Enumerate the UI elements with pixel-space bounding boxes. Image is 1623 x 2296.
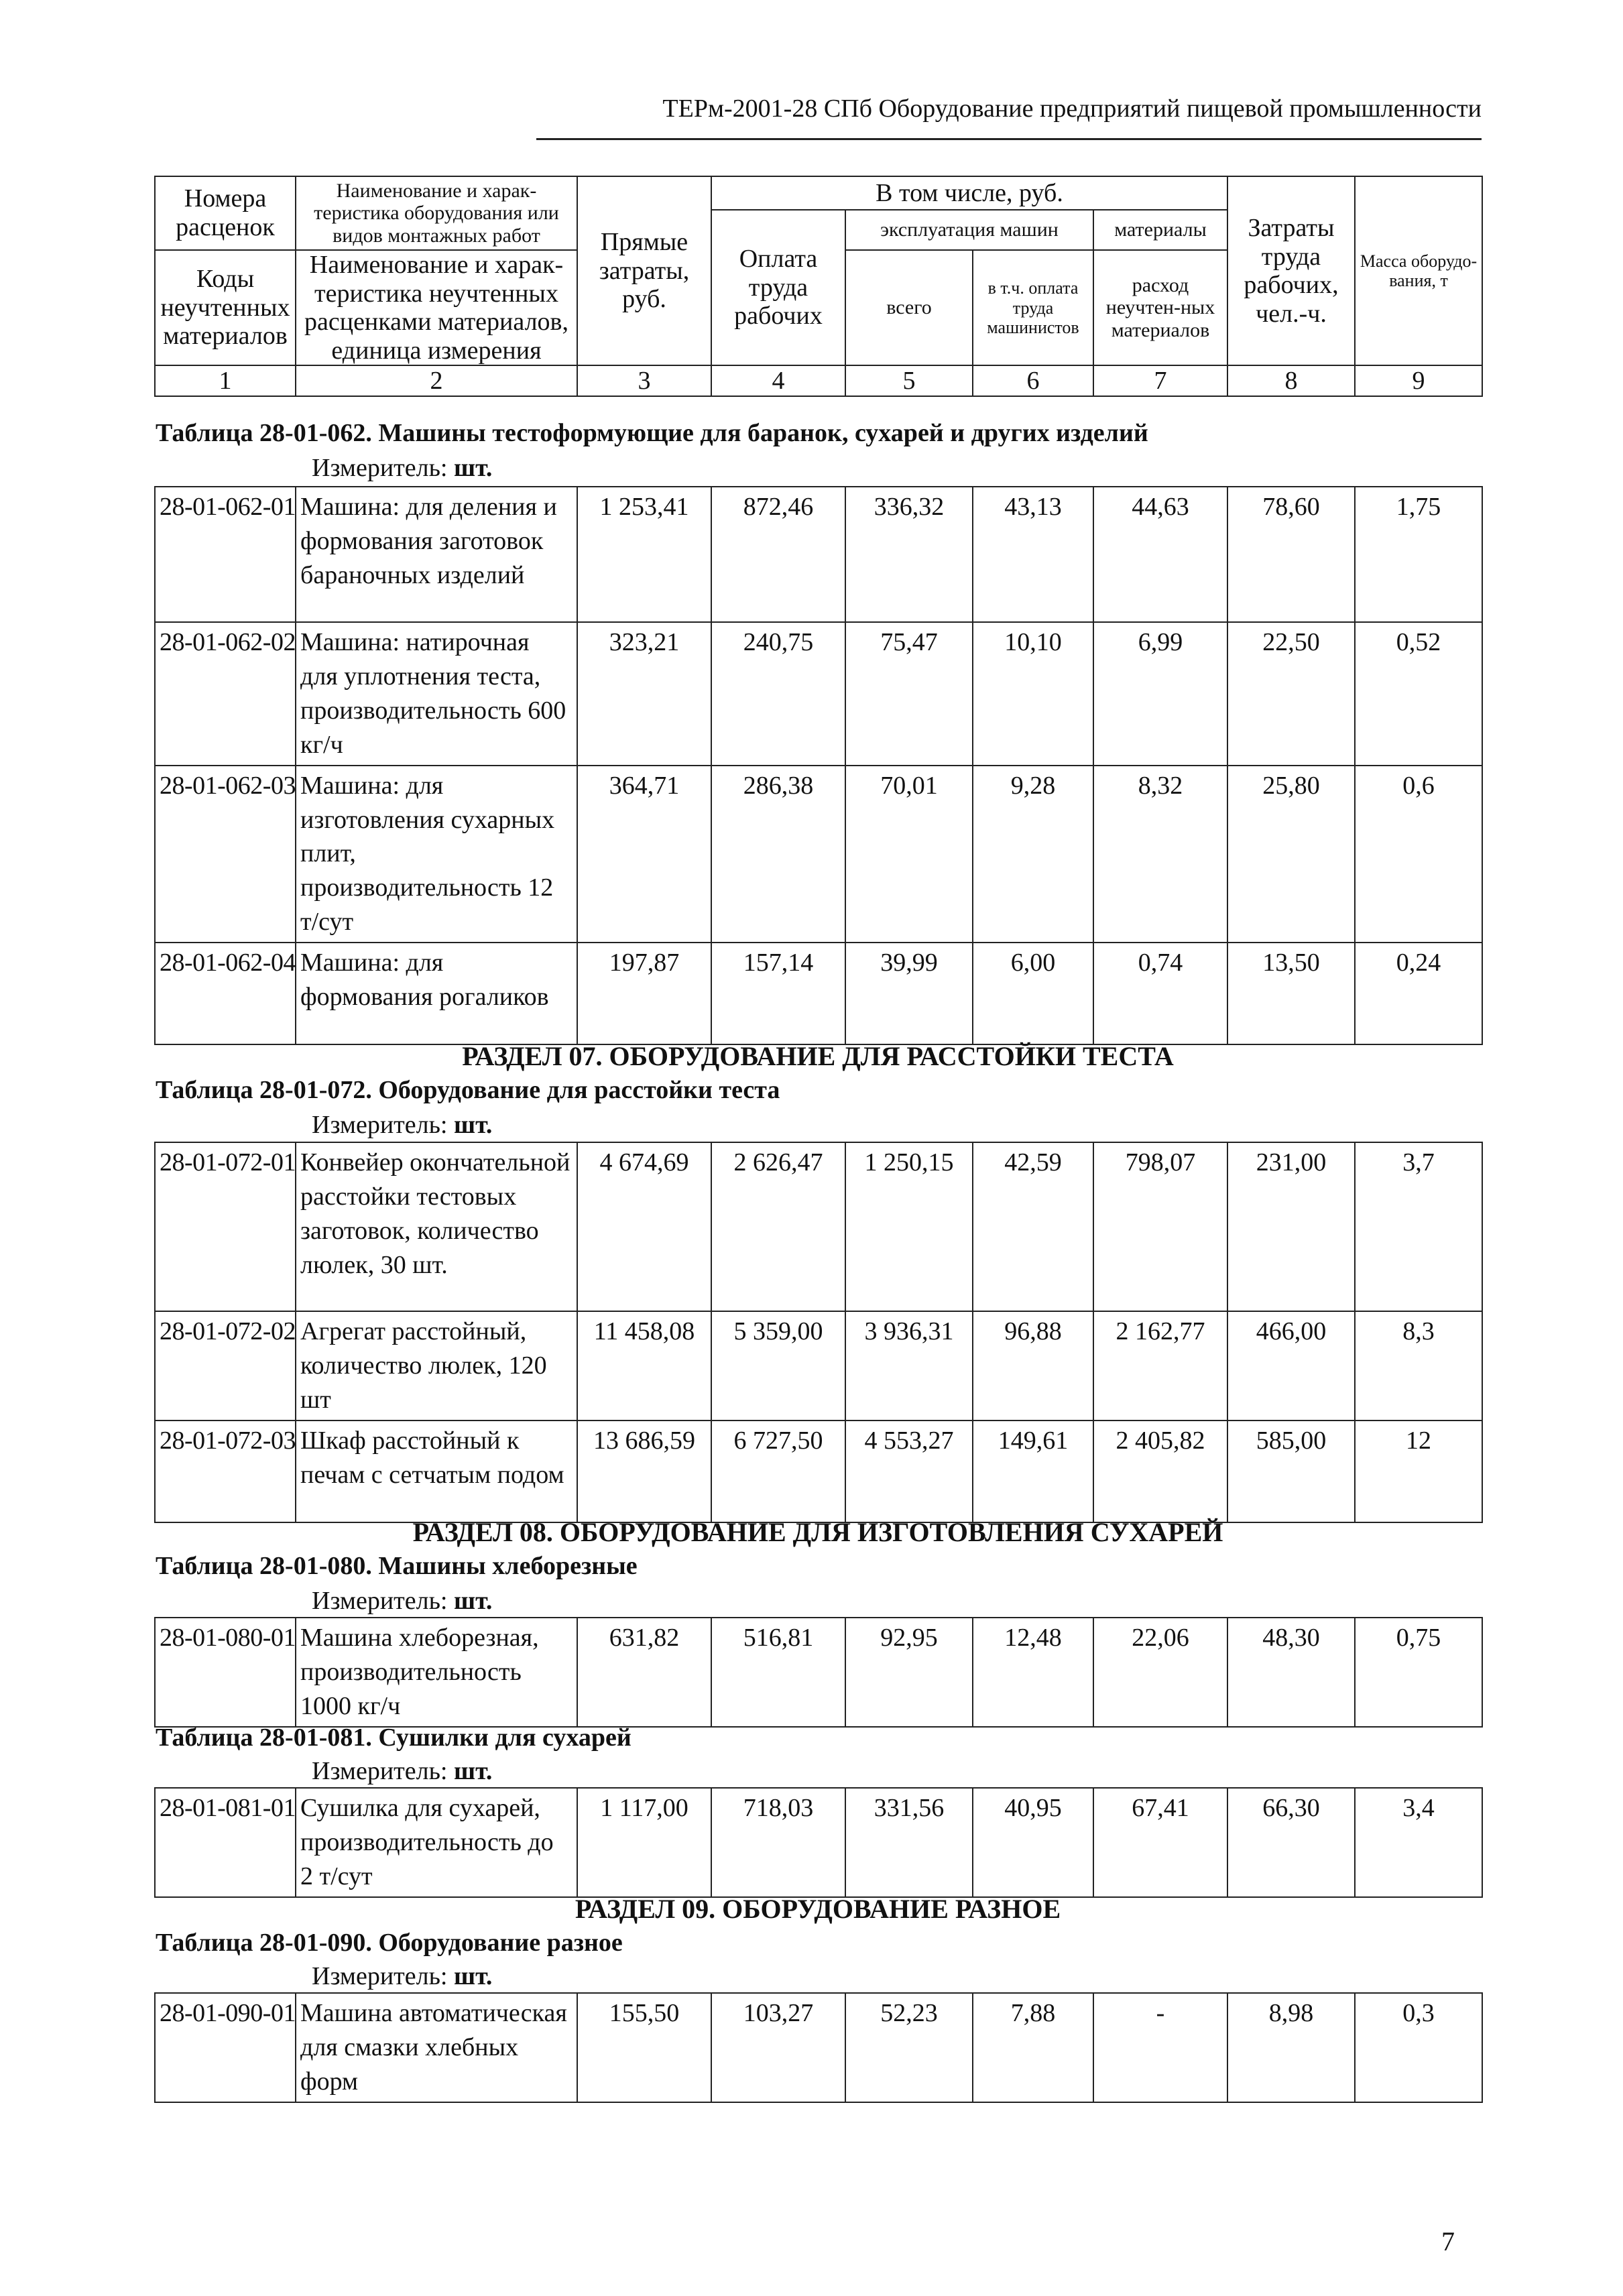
labor-pay: 872,46 bbox=[711, 487, 845, 622]
labor-pay: 103,27 bbox=[711, 1993, 845, 2102]
machine-total: 75,47 bbox=[845, 622, 973, 766]
column-number: 6 bbox=[973, 365, 1093, 396]
table-title: Таблица 28-01-080. Машины хлеборезные bbox=[156, 1552, 638, 1580]
table-row bbox=[155, 943, 1482, 1044]
labor-hours: 48,30 bbox=[1227, 1618, 1355, 1727]
rate-name: Машина: для деления и формования заготовок бараночных изделий bbox=[296, 487, 577, 622]
machine-total: 3 936,31 bbox=[845, 1311, 973, 1421]
unit-label-text: Измеритель: bbox=[312, 1962, 448, 1990]
table-row bbox=[155, 622, 1482, 766]
column-number: 1 bbox=[155, 365, 296, 396]
labor-hours: 585,00 bbox=[1227, 1421, 1355, 1522]
header-machine-total: всего bbox=[845, 250, 973, 365]
rate-code: 28-01-080-01 bbox=[155, 1618, 296, 1727]
column-number-row bbox=[155, 365, 1482, 396]
unit-label-text: Измеритель: bbox=[312, 1587, 448, 1615]
rate-code: 28-01-062-04 bbox=[155, 943, 296, 1044]
labor-hours: 78,60 bbox=[1227, 487, 1355, 622]
direct-costs: 11 458,08 bbox=[577, 1311, 711, 1421]
header-unaccounted-names: Наименование и харак-теристика неучтенных расценками материалов, единица измерения bbox=[296, 250, 577, 365]
materials: 798,07 bbox=[1093, 1142, 1227, 1311]
unit-label bbox=[312, 1756, 492, 1786]
labor-pay: 157,14 bbox=[711, 943, 845, 1044]
labor-pay: 240,75 bbox=[711, 622, 845, 766]
header-direct-costs: Прямые затраты, руб. bbox=[577, 176, 711, 365]
direct-costs: 197,87 bbox=[577, 943, 711, 1044]
column-number: 7 bbox=[1093, 365, 1227, 396]
materials: 6,99 bbox=[1093, 622, 1227, 766]
mass: 12 bbox=[1355, 1421, 1482, 1522]
operator-pay: 96,88 bbox=[973, 1311, 1093, 1421]
table-title: Таблица 28-01-072. Оборудование для расстойки теста bbox=[156, 1076, 780, 1104]
rate-name: Конвейер окончательной расстойки тестовых заготовок, количество люлек, 30 шт. bbox=[296, 1142, 577, 1311]
unit-label bbox=[312, 453, 492, 483]
unit-value: шт. bbox=[454, 1757, 493, 1785]
machine-total: 1 250,15 bbox=[845, 1142, 973, 1311]
rate-code: 28-01-072-02 bbox=[155, 1311, 296, 1421]
mass: 0,3 bbox=[1355, 1993, 1482, 2102]
materials: 0,74 bbox=[1093, 943, 1227, 1044]
rates-table-081 bbox=[154, 1787, 1483, 1898]
mass: 0,75 bbox=[1355, 1618, 1482, 1727]
rate-name: Сушилка для сухарей, производительность до 2 т/сут bbox=[296, 1788, 577, 1897]
header-rate-numbers: Номера расценок bbox=[155, 176, 296, 250]
materials: - bbox=[1093, 1993, 1227, 2102]
section-heading: РАЗДЕЛ 09. ОБОРУДОВАНИЕ РАЗНОЕ bbox=[575, 1894, 1061, 1924]
materials: 8,32 bbox=[1093, 766, 1227, 943]
rate-code: 28-01-062-01 bbox=[155, 487, 296, 622]
column-number: 9 bbox=[1355, 365, 1482, 396]
table-row bbox=[155, 1421, 1482, 1522]
operator-pay: 43,13 bbox=[973, 487, 1093, 622]
rates-table-080 bbox=[154, 1617, 1483, 1728]
header-operator-pay: в т.ч. оплата труда машинистов bbox=[973, 250, 1093, 365]
unit-label bbox=[312, 1110, 492, 1140]
rate-code: 28-01-072-01 bbox=[155, 1142, 296, 1311]
direct-costs: 1 117,00 bbox=[577, 1788, 711, 1897]
rate-name: Машина хлеборезная, производительность 1000 кг/ч bbox=[296, 1618, 577, 1727]
table-row bbox=[155, 1993, 1482, 2102]
labor-pay: 286,38 bbox=[711, 766, 845, 943]
header-unaccounted-materials: расход неучтен-ных материалов bbox=[1093, 250, 1227, 365]
machine-total: 52,23 bbox=[845, 1993, 973, 2102]
rates-table-062 bbox=[154, 486, 1483, 1045]
labor-hours: 13,50 bbox=[1227, 943, 1355, 1044]
labor-pay: 5 359,00 bbox=[711, 1311, 845, 1421]
section-heading: РАЗДЕЛ 07. ОБОРУДОВАНИЕ ДЛЯ РАССТОЙКИ ТЕСТА bbox=[462, 1041, 1174, 1071]
table-title: Таблица 28-01-062. Машины тестоформующие для баранок, сухарей и других изделий bbox=[156, 419, 1148, 447]
labor-hours: 8,98 bbox=[1227, 1993, 1355, 2102]
machine-total: 4 553,27 bbox=[845, 1421, 973, 1522]
unit-value: шт. bbox=[454, 1962, 493, 1990]
unit-label-text: Измеритель: bbox=[312, 454, 448, 482]
unit-label-text: Измеритель: bbox=[312, 1111, 448, 1139]
rate-code: 28-01-062-03 bbox=[155, 766, 296, 943]
operator-pay: 10,10 bbox=[973, 622, 1093, 766]
operator-pay: 9,28 bbox=[973, 766, 1093, 943]
table-title: Таблица 28-01-081. Сушилки для сухарей bbox=[156, 1724, 632, 1752]
direct-costs: 323,21 bbox=[577, 622, 711, 766]
direct-costs: 631,82 bbox=[577, 1618, 711, 1727]
column-number: 5 bbox=[845, 365, 973, 396]
mass: 0,52 bbox=[1355, 622, 1482, 766]
labor-hours: 25,80 bbox=[1227, 766, 1355, 943]
labor-hours: 66,30 bbox=[1227, 1788, 1355, 1897]
table-row bbox=[155, 1618, 1482, 1727]
machine-total: 70,01 bbox=[845, 766, 973, 943]
rate-name: Агрегат расстойный, количество люлек, 120 шт bbox=[296, 1311, 577, 1421]
labor-pay: 718,03 bbox=[711, 1788, 845, 1897]
mass: 3,4 bbox=[1355, 1788, 1482, 1897]
table-row bbox=[155, 1788, 1482, 1897]
table-row bbox=[155, 1311, 1482, 1421]
direct-costs: 4 674,69 bbox=[577, 1142, 711, 1311]
machine-total: 39,99 bbox=[845, 943, 973, 1044]
unit-value: шт. bbox=[454, 454, 493, 482]
header-materials: материалы bbox=[1093, 210, 1227, 250]
running-header: ТЕРм-2001-28 СПб Оборудование предприятий пищевой промышленности bbox=[662, 95, 1482, 123]
column-number: 3 bbox=[577, 365, 711, 396]
unit-value: шт. bbox=[454, 1587, 493, 1615]
rate-code: 28-01-081-01 bbox=[155, 1788, 296, 1897]
rate-name: Машина: для изготовления сухарных плит, производительность 12 т/сут bbox=[296, 766, 577, 943]
direct-costs: 155,50 bbox=[577, 1993, 711, 2102]
mass: 3,7 bbox=[1355, 1142, 1482, 1311]
direct-costs: 13 686,59 bbox=[577, 1421, 711, 1522]
header-including: В том числе, руб. bbox=[711, 176, 1227, 210]
machine-total: 336,32 bbox=[845, 487, 973, 622]
rate-code: 28-01-062-02 bbox=[155, 622, 296, 766]
header-labor-pay: Оплата труда рабочих bbox=[711, 210, 845, 365]
unit-label bbox=[312, 1586, 492, 1616]
materials: 22,06 bbox=[1093, 1618, 1227, 1727]
materials: 2 405,82 bbox=[1093, 1421, 1227, 1522]
mass: 0,6 bbox=[1355, 766, 1482, 943]
labor-hours: 22,50 bbox=[1227, 622, 1355, 766]
materials: 44,63 bbox=[1093, 487, 1227, 622]
column-header-table bbox=[154, 176, 1483, 397]
mass: 8,3 bbox=[1355, 1311, 1482, 1421]
labor-pay: 6 727,50 bbox=[711, 1421, 845, 1522]
header-labor-costs: Затраты труда рабочих, чел.-ч. bbox=[1227, 176, 1355, 365]
operator-pay: 7,88 bbox=[973, 1993, 1093, 2102]
operator-pay: 149,61 bbox=[973, 1421, 1093, 1522]
table-row bbox=[155, 1142, 1482, 1311]
labor-hours: 466,00 bbox=[1227, 1311, 1355, 1421]
header-machine-operation: эксплуатация машин bbox=[845, 210, 1093, 250]
operator-pay: 12,48 bbox=[973, 1618, 1093, 1727]
rate-code: 28-01-072-03 bbox=[155, 1421, 296, 1522]
table-row bbox=[155, 766, 1482, 943]
column-number: 4 bbox=[711, 365, 845, 396]
header-work-name: Наименование и харак-теристика оборудования или видов монтажных работ bbox=[296, 176, 577, 250]
materials: 67,41 bbox=[1093, 1788, 1227, 1897]
machine-total: 92,95 bbox=[845, 1618, 973, 1727]
unit-label-text: Измеритель: bbox=[312, 1757, 448, 1785]
mass: 1,75 bbox=[1355, 487, 1482, 622]
header-equipment-mass: Масса оборудо-вания, т bbox=[1355, 176, 1482, 365]
unit-label bbox=[312, 1961, 492, 1991]
rates-table-090 bbox=[154, 1992, 1483, 2103]
unit-value: шт. bbox=[454, 1111, 493, 1139]
operator-pay: 42,59 bbox=[973, 1142, 1093, 1311]
operator-pay: 40,95 bbox=[973, 1788, 1093, 1897]
labor-pay: 2 626,47 bbox=[711, 1142, 845, 1311]
direct-costs: 364,71 bbox=[577, 766, 711, 943]
rate-name: Шкаф расстойный к печам с сетчатым подом bbox=[296, 1421, 577, 1522]
section-heading: РАЗДЕЛ 08. ОБОРУДОВАНИЕ ДЛЯ ИЗГОТОВЛЕНИЯ СУХАРЕЙ bbox=[412, 1517, 1223, 1547]
table-row bbox=[155, 487, 1482, 622]
mass: 0,24 bbox=[1355, 943, 1482, 1044]
materials: 2 162,77 bbox=[1093, 1311, 1227, 1421]
machine-total: 331,56 bbox=[845, 1788, 973, 1897]
rates-table-072 bbox=[154, 1142, 1483, 1523]
labor-hours: 231,00 bbox=[1227, 1142, 1355, 1311]
rate-name: Машина: для формования рогаликов bbox=[296, 943, 577, 1044]
rate-name: Машина автоматическая для смазки хлебных форм bbox=[296, 1993, 577, 2102]
column-number: 8 bbox=[1227, 365, 1355, 396]
labor-pay: 516,81 bbox=[711, 1618, 845, 1727]
header-rule bbox=[536, 138, 1482, 140]
page-number: 7 bbox=[1441, 2226, 1455, 2256]
rate-code: 28-01-090-01 bbox=[155, 1993, 296, 2102]
rate-name: Машина: натирочная для уплотнения теста, производительность 600 кг/ч bbox=[296, 622, 577, 766]
operator-pay: 6,00 bbox=[973, 943, 1093, 1044]
direct-costs: 1 253,41 bbox=[577, 487, 711, 622]
column-number: 2 bbox=[296, 365, 577, 396]
header-unaccounted-codes: Коды неучтенных материалов bbox=[155, 250, 296, 365]
table-title: Таблица 28-01-090. Оборудование разное bbox=[156, 1929, 623, 1957]
